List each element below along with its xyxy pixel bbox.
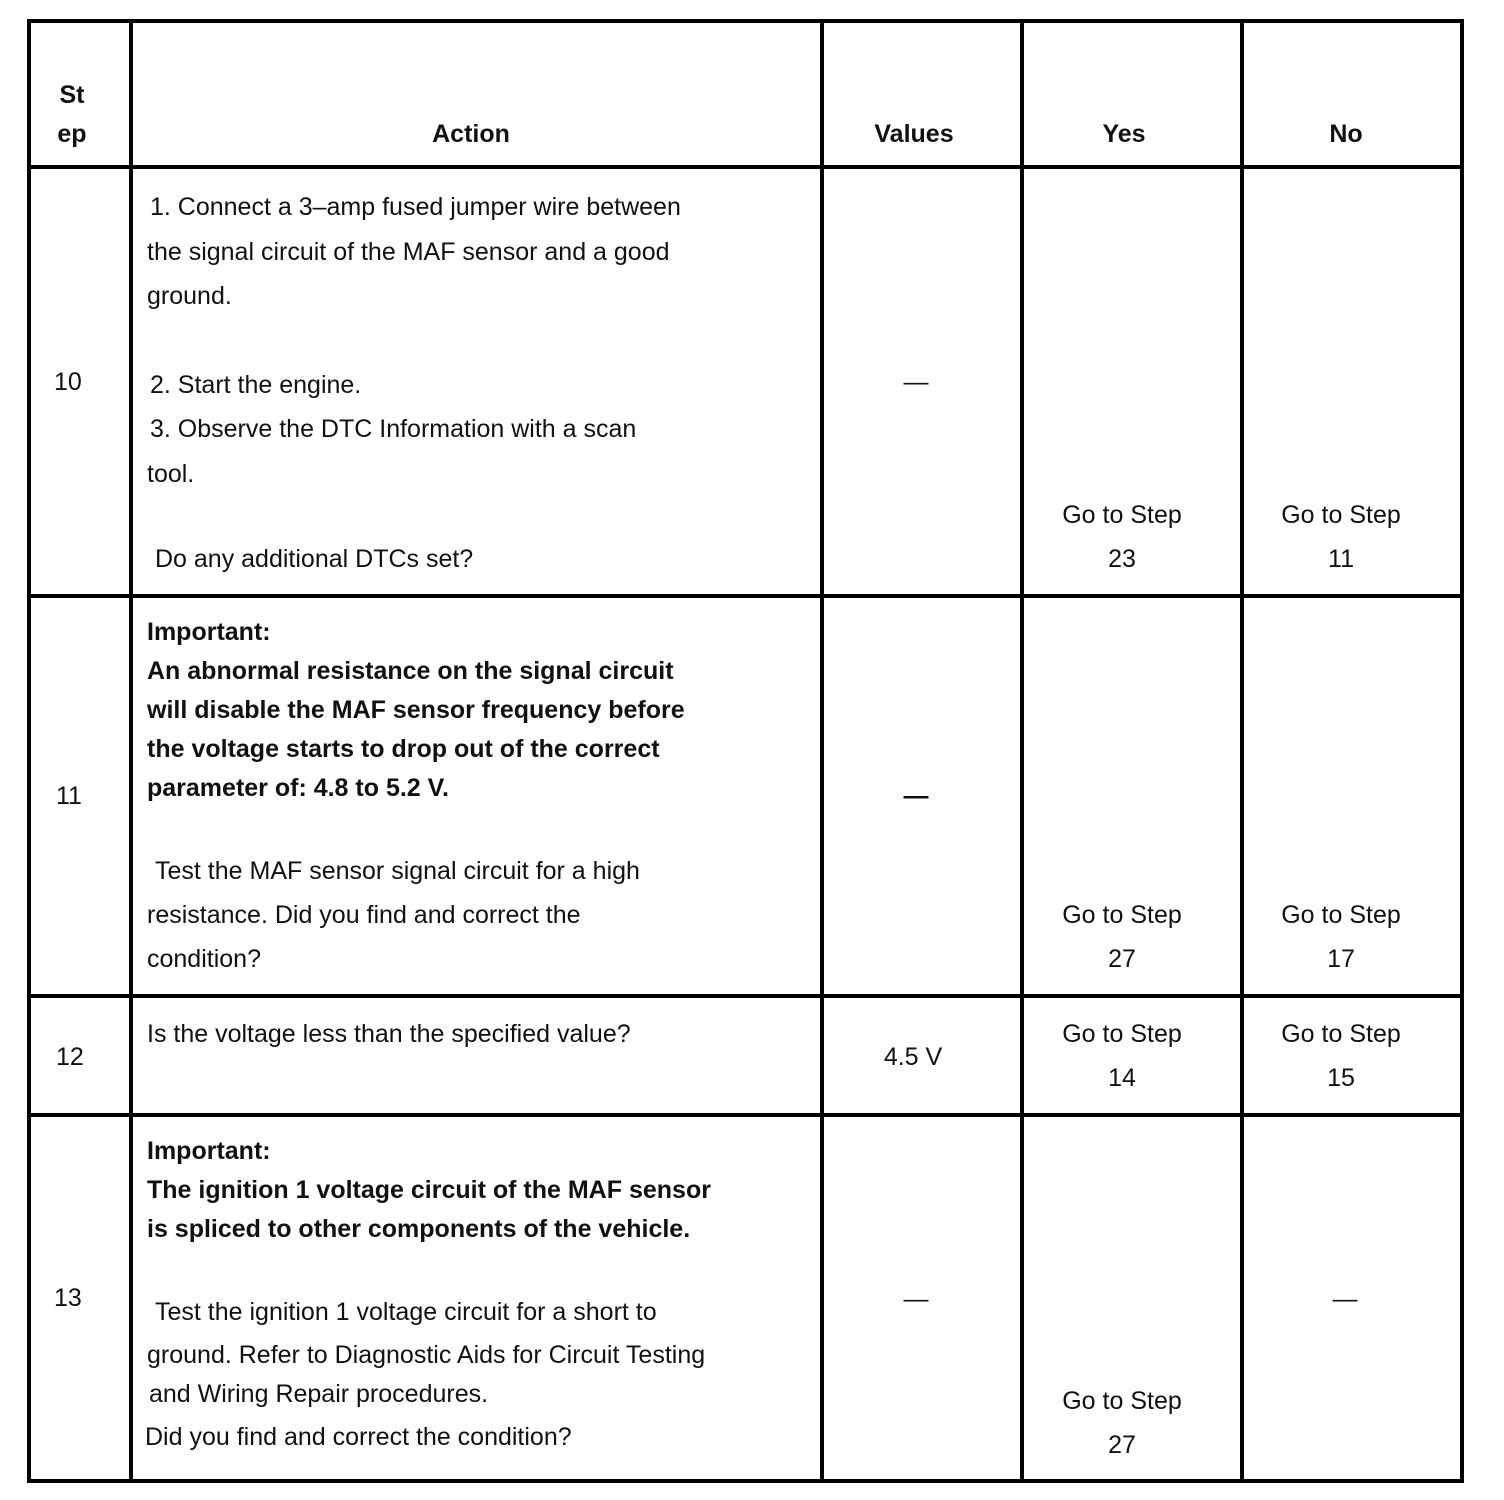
action-text: ground. Refer to Diagnostic Aids for Circuit Testing	[147, 1341, 706, 1369]
important-label: Important:	[147, 618, 271, 646]
important-label: Important:	[147, 1137, 271, 1165]
step-number: 12	[56, 1043, 84, 1071]
action-question: Did you find and correct the condition?	[145, 1423, 572, 1451]
action-text: and Wiring Repair procedures.	[149, 1380, 489, 1408]
yes-cell	[1062, 1379, 1182, 1467]
important-text: is spliced to other components of the vehicle.	[147, 1215, 691, 1243]
yes-text: Go to Step	[1062, 1020, 1182, 1048]
value-text: —	[903, 368, 929, 396]
important-text: will disable the MAF sensor frequency before	[147, 696, 685, 724]
table-border-left	[27, 19, 31, 1483]
table-border-right	[1460, 19, 1464, 1483]
header-step: St	[59, 81, 85, 109]
table-border-top	[27, 19, 1464, 23]
yes-cell	[1062, 893, 1182, 981]
no-step: 11	[1328, 545, 1354, 573]
action-text: Test the MAF sensor signal circuit for a high	[155, 857, 640, 885]
yes-step: 27	[1108, 1431, 1136, 1459]
header-step-cont: ep	[57, 120, 87, 148]
important-text: parameter of: 4.8 to 5.2 V.	[147, 774, 449, 802]
column-divider	[820, 19, 824, 1483]
yes-text: Go to Step	[1062, 1387, 1182, 1415]
no-text: Go to Step	[1281, 501, 1401, 529]
action-text: 1. Connect a 3–amp fused jumper wire between	[150, 193, 681, 221]
action-text: 3. Observe the DTC Information with a scan	[150, 415, 637, 443]
column-divider	[129, 19, 133, 1483]
yes-step: 14	[1108, 1064, 1136, 1092]
action-text: condition?	[147, 945, 261, 973]
step-number: 10	[54, 368, 82, 396]
column-divider	[1020, 19, 1024, 1483]
no-text: Go to Step	[1281, 901, 1401, 929]
step-number: 11	[56, 782, 82, 810]
yes-cell	[1062, 493, 1182, 581]
important-text: the voltage starts to drop out of the correct	[147, 735, 660, 763]
yes-text: Go to Step	[1062, 501, 1182, 529]
row-divider	[27, 165, 1464, 169]
row-divider	[27, 994, 1464, 998]
action-text: 2. Start the engine.	[150, 371, 362, 399]
value-text: —	[903, 782, 929, 810]
action-question: Is the voltage less than the specified value?	[147, 1020, 631, 1048]
action-text: resistance. Did you find and correct the	[147, 901, 581, 929]
action-text: ground.	[147, 282, 232, 310]
important-text: The ignition 1 voltage circuit of the MAF sensor	[147, 1176, 711, 1204]
header-no: No	[1329, 120, 1363, 148]
header-action: Action	[432, 120, 510, 148]
no-text: —	[1332, 1285, 1358, 1313]
step-number: 13	[54, 1284, 82, 1312]
column-divider	[1240, 19, 1244, 1483]
action-question: Do any additional DTCs set?	[155, 545, 474, 573]
yes-step: 27	[1108, 945, 1136, 973]
value-text: —	[903, 1285, 929, 1313]
value-text: 4.5 V	[883, 1043, 943, 1071]
yes-step: 23	[1108, 545, 1136, 573]
table-border-bottom	[27, 1479, 1464, 1483]
header-values: Values	[874, 120, 954, 148]
action-text: tool.	[147, 460, 195, 488]
no-step: 17	[1327, 945, 1355, 973]
yes-text: Go to Step	[1062, 901, 1182, 929]
no-cell	[1281, 893, 1401, 981]
no-cell	[1281, 1012, 1401, 1100]
action-text: Test the ignition 1 voltage circuit for a short to	[155, 1298, 657, 1326]
no-text: Go to Step	[1281, 1020, 1401, 1048]
action-text: the signal circuit of the MAF sensor and a good	[147, 238, 670, 266]
important-text: An abnormal resistance on the signal circuit	[147, 657, 674, 685]
row-divider	[27, 594, 1464, 598]
yes-cell	[1062, 1012, 1182, 1100]
no-cell	[1281, 493, 1401, 581]
row-divider	[27, 1113, 1464, 1117]
no-step: 15	[1327, 1064, 1355, 1092]
header-yes: Yes	[1102, 120, 1146, 148]
